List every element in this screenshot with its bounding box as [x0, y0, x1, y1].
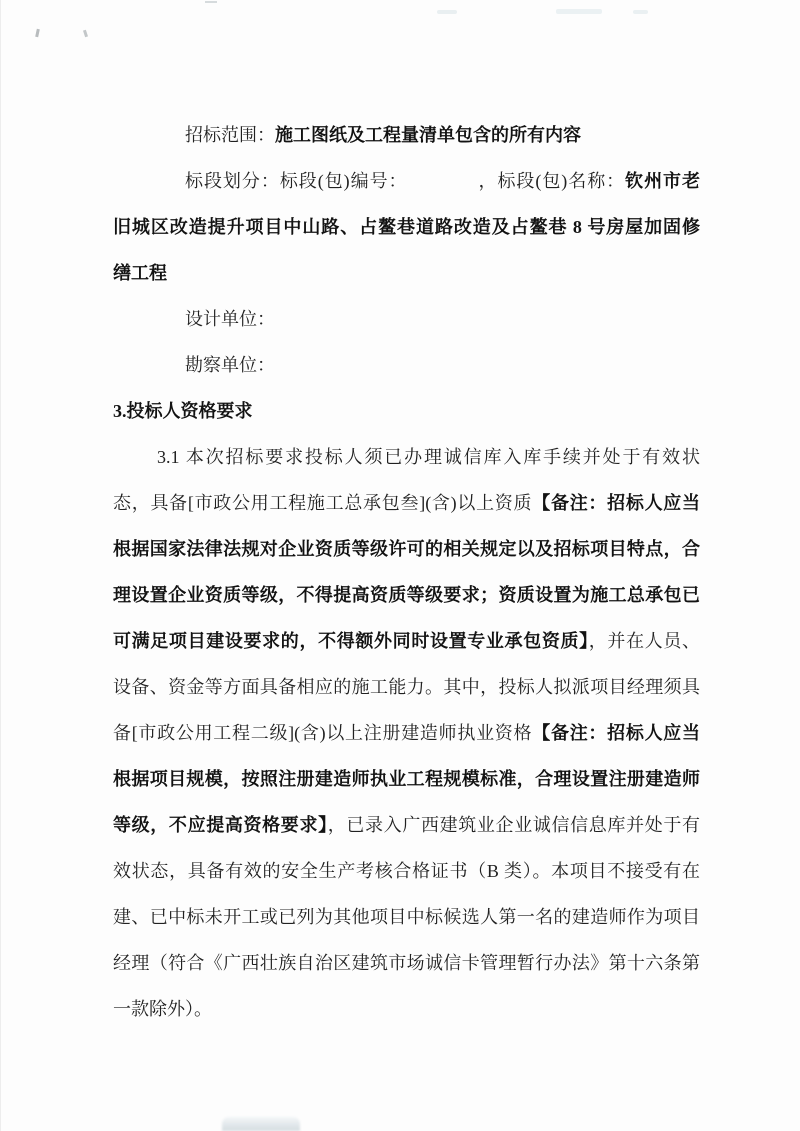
paragraph-survey-unit: 勘察单位： [185, 355, 275, 375]
bid-scope-value: 施工图纸及工程量清单包含的所有内容 [275, 125, 581, 145]
text-run-regular: 一款除外）。 [113, 999, 212, 1019]
qualification-line-1 [113, 434, 700, 480]
scan-artifact-bottom-smudge [222, 1117, 300, 1131]
heading-bidder-qualification: 3.投标人资格要求 [113, 401, 253, 421]
text-run-regular: 设备、资金等方面具备相应的施工能力。其中，投标人拟派项目经理须具 [113, 677, 700, 697]
qualification-line-6 [113, 664, 700, 710]
text-run-regular: 建、已中标未开工或已列为其他项目中标候选人第一名的建造师作为项目 [113, 907, 700, 927]
text-run-regular: 态，具备[市政公用工程施工总承包叁](含)以上资质 [113, 493, 533, 513]
paragraph-section-division-line-1 [113, 158, 700, 204]
qualification-line-11 [113, 894, 700, 940]
text-run-bold: 根据项目规模，按照注册建造师执业工程规模标准，合理设置注册建造师 [113, 769, 700, 789]
section-number-label: 标段(包)编号： [279, 171, 408, 191]
qualification-line-12 [113, 940, 700, 986]
section-division-label: 标段划分： [185, 171, 280, 191]
scan-artifact-speck [35, 29, 40, 37]
document-content [113, 112, 700, 1032]
text-run-regular: 备[市政公用工程二级](含)以上注册建造师执业资格 [113, 723, 533, 743]
text-run-regular: ，已录入广西建筑业企业诚信信息库并处于有 [327, 815, 700, 835]
qualification-line-2 [113, 480, 700, 526]
qualification-line-13 [113, 986, 700, 1032]
text-run-regular: 3.1 本次招标要求投标人须已办理诚信库入库手续并处于有效状 [157, 447, 700, 467]
scan-artifact-smudge [437, 10, 457, 14]
qualification-line-10 [113, 848, 700, 894]
text-run-bold: 可满足项目建设要求的，不得额外同时设置专业承包资质】 [113, 631, 589, 651]
paragraph-design-unit: 设计单位： [185, 309, 275, 329]
qualification-line-7 [113, 710, 700, 756]
qualification-line-8 [113, 756, 700, 802]
text-run-regular: 经理（符合《广西壮族自治区建筑市场诚信卡管理暂行办法》第十六条第 [113, 953, 700, 973]
text-run-bold: 根据国家法律法规对企业资质等级许可的相关规定以及招标项目特点，合 [113, 539, 700, 559]
text-run-regular: 效状态，具备有效的安全生产考核合格证书（B 类）。本项目不接受有在 [113, 861, 700, 881]
paragraph-section-division-line-3: 缮工程 [113, 263, 167, 283]
section-name-value-part-1: 钦州市老 [625, 171, 700, 191]
qualification-line-3 [113, 526, 700, 572]
scan-artifact-speck [83, 30, 88, 38]
scan-artifact-dash [205, 1, 217, 3]
text-run-bold: 等级，不应提高资格要求】 [113, 815, 328, 835]
paragraph-section-division-line-2: 旧城区改造提升项目中山路、占鳌巷道路改造及占鳌巷 8 号房屋加固修 [113, 217, 700, 237]
section-name-label: 标段(包)名称： [497, 171, 626, 191]
scan-artifact-smudge [633, 10, 648, 14]
text-run-bold: 理设置企业资质等级，不得提高资质等级要求；资质设置为施工总承包已 [113, 585, 700, 605]
paragraph-bid-scope [113, 112, 700, 158]
text-run-regular: ，并在人员、 [588, 631, 700, 651]
section-number-blank-field [408, 186, 478, 187]
bid-scope-label: 招标范围： [185, 125, 275, 145]
qualification-line-9 [113, 802, 700, 848]
text-run-bold: 【备注：招标人应当 [532, 493, 700, 513]
scan-edge-line [0, 0, 1, 1131]
qualification-line-5 [113, 618, 700, 664]
section-separator: ， [477, 171, 498, 191]
scan-artifact-smudge [556, 9, 602, 14]
qualification-line-4 [113, 572, 700, 618]
text-run-bold: 【备注：招标人应当 [532, 723, 700, 743]
